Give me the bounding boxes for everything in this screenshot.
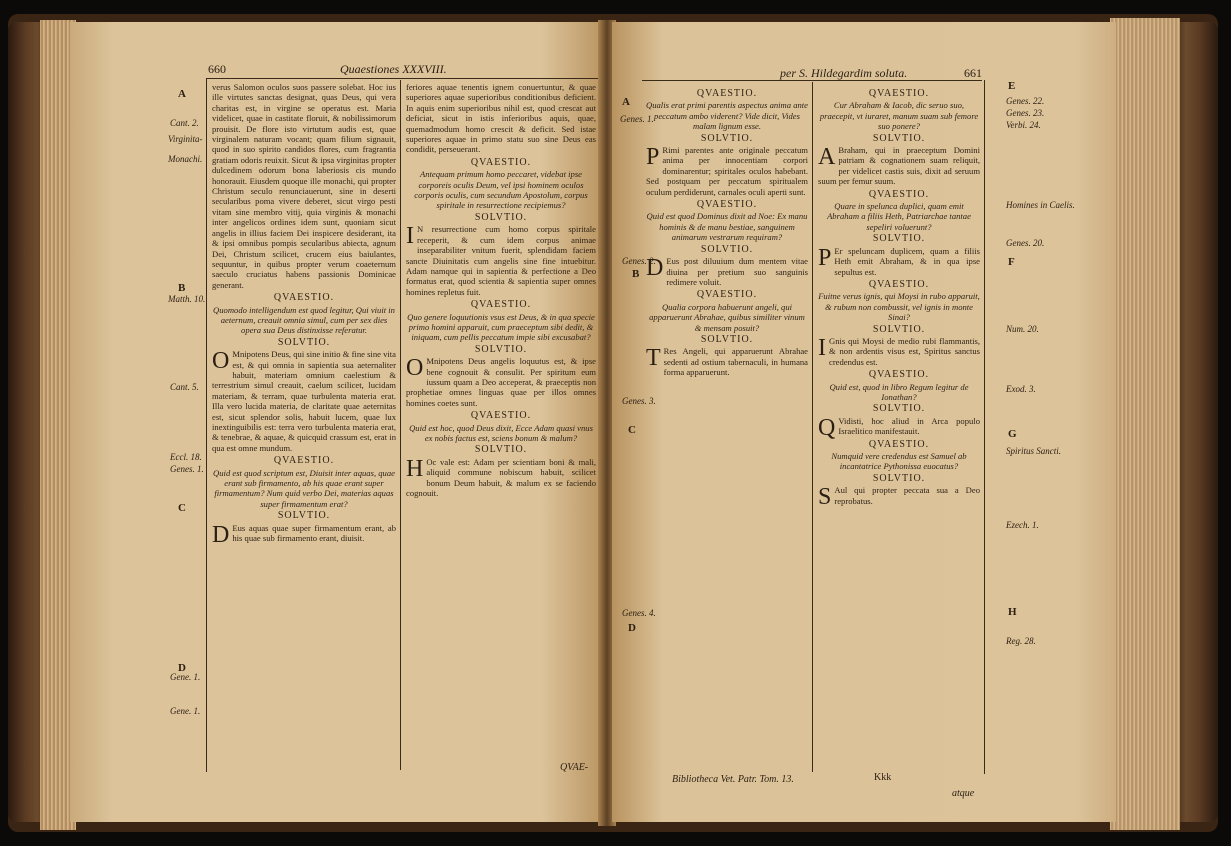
marginal-note: Virginita- [168, 134, 203, 144]
solution-heading: SOLVTIO. [872, 323, 926, 335]
drop-cap: H [406, 455, 424, 482]
margin-letter: B [178, 282, 186, 294]
solution-text: N resurrectione cum homo corpus spiritale receperit, & cum idem corpus animae inseparabiliter vnitum fuerit, splendidam faciem sancte Diuinitatis cum angelis sine fine intuebitur. Adam namque qui in sapientia & perfectione a Deo formatus erat, quod scientia & sapientia super omnes homines repletus fuit. [406, 224, 596, 297]
solution-text: Vidisti, hoc aliud in Arca populo Israelitico manifestauit. [838, 415, 980, 437]
solution-text: Eus aquas quae super firmamentum erant, ab his quae sub firmamento erant, diuisit. [232, 522, 396, 544]
signature-mark: Kkk [874, 772, 892, 783]
drop-cap: O [212, 348, 230, 375]
question-text: Qualis erat primi parentis aspectus anima ante peccatum ambo viderent? Vide dicit, Vides malam lignum esse. [646, 100, 808, 132]
drop-cap: P [646, 144, 660, 171]
solution-heading: SOLVTIO. [872, 132, 926, 144]
margin-letter: C [178, 502, 186, 514]
margin-letter: B [632, 268, 640, 280]
marginal-note: Genes. 2. [622, 256, 656, 266]
left-column-1 [212, 82, 396, 772]
left-column-divider [400, 80, 401, 770]
drop-cap: Q [818, 414, 836, 441]
drop-cap: A [818, 144, 836, 171]
solution-heading: SOLVTIO. [277, 510, 331, 522]
drop-cap: D [212, 521, 230, 548]
marginal-note: Eccl. 18. [170, 452, 202, 462]
question-text: Quid est quod scriptum est, Diuisit inter aquas, quae erant sub firmamento, ab his quae erant super firmamentum? Num quid verbo Dei, materias aquas super firmamentum erat? [213, 467, 395, 509]
question-heading: QVAESTIO. [868, 88, 930, 99]
question-heading: QVAESTIO. [470, 156, 532, 168]
marginal-note: Gene. 1. [170, 672, 201, 682]
question-text: Fuitne verus ignis, qui Moysi in rubo apparuit, & rubum non combussit, vel ignis in monte Sinai? [818, 291, 980, 323]
solution-text: Er speluncam duplicem, quam a filiis Heth emit Abraham, & in qua ipse sepultus est. [834, 245, 980, 277]
marginal-note: Num. 20. [1006, 324, 1039, 334]
marginal-note: Genes. 1. [620, 114, 654, 124]
marginal-note: Reg. 28. [1006, 636, 1036, 646]
footer-signature: Bibliotheca Vet. Patr. Tom. 13. [672, 774, 794, 785]
solution-heading: SOLVTIO. [700, 243, 754, 255]
body-text: feriores aquae tenentis ignem conuertuntur, & quae superiores aquae superioribus conditionibus deficient. In aquis enim superioribus nihil est, quod crescat aut deficiat, sicut in istis inferioribus aquis, quae, quemadmodum homo crescit & deficit. Sed istae superiores aquae in primo statu suo sine Deus eas condidit, perseuerant. [406, 82, 596, 155]
marginal-note: Monachi. [168, 154, 203, 164]
right-head-rule [642, 80, 982, 81]
margin-letter: D [628, 622, 636, 634]
drop-cap: I [818, 334, 826, 361]
left-column-2 [406, 82, 596, 762]
marginal-note: Homines in Caelis. [1006, 200, 1075, 210]
question-heading: QVAESTIO. [868, 369, 930, 381]
question-text: Numquid vere credendus est Samuel ab incantatrice Pythonissa euocatus? [831, 451, 967, 472]
left-running-head: Quaestiones XXXVIII. [340, 62, 447, 76]
marginal-note: Gene. 1. [170, 706, 201, 716]
question-text: Cur Abraham & Iacob, dic seruo suo, praecepit, vt iuraret, manum suam sub femore suo ponere? [819, 100, 979, 132]
marginal-note: Genes. 4. [622, 608, 656, 618]
right-column-2 [818, 86, 980, 776]
question-heading: QVAESTIO. [868, 278, 930, 290]
marginal-note: Matth. 10. [168, 294, 206, 304]
solution-text: Gnis qui Moysi de medio rubi flammantis, & non ardentis visus est, Spiritus sanctus credendus est. [829, 335, 980, 367]
margin-letter: H [1008, 606, 1017, 618]
question-text: Quid est quod Dominus dixit ad Noe: Ex manu hominis & de manu bestiae, sanguinem animarum vestrarum requiram? [646, 211, 808, 243]
marginal-note: Cant. 5. [170, 382, 199, 392]
question-text: Quid est hoc, quod Deus dixit, Ecce Adam quasi vnus ex nobis factus est, sciens bonum & malum? [409, 422, 593, 443]
question-heading: QVAESTIO. [696, 289, 758, 301]
solution-heading: SOLVTIO. [700, 132, 754, 144]
right-outer-rule [984, 80, 985, 774]
left-catchword: QVAE- [560, 762, 589, 773]
question-heading: QVAESTIO. [696, 88, 758, 99]
margin-letter: D [178, 662, 186, 674]
question-heading: QVAESTIO. [696, 199, 758, 211]
question-heading: QVAESTIO. [273, 455, 335, 467]
margin-letter: E [1008, 80, 1016, 92]
marginal-note: Genes. 3. [622, 396, 656, 406]
question-heading: QVAESTIO. [273, 292, 335, 304]
marginal-note: Genes. 20. [1006, 238, 1045, 248]
drop-cap: T [646, 345, 661, 372]
margin-letter: C [628, 424, 636, 436]
question-text: Quare in spelunca duplici, quam emit Abraham a filiis Heth, Patriarchae tantae sepeliri voluerunt? [827, 201, 971, 232]
left-page [70, 22, 606, 822]
drop-cap: O [406, 355, 424, 382]
solution-heading: SOLVTIO. [474, 444, 528, 456]
solution-text: Rimi parentes ante originale peccatum anima per innocentiam corpori dominarentur; spiritales oculos habebant. Sed postquam per peccatum spiritualem oculum perdiderunt, carnales oculi aperti sunt. [646, 145, 808, 197]
body-text: verus Salomon oculos suos passere solebat. Hoc ius ille virtutes sanctas designat, quas Deus, qui vera charitas est, in virgine se operatus est. Maria videlicet, quae in castitate floruit, & nobilissimorum prouisit. De flore isto virtutum audis est, quae virginalem naturam vocant; quam filium signauit, quod in suo spirito candidos flores, cum fragrantia gratiam odoris reuixit. Sicut & ipsa virginitas propter dulcedinem odorum bona laberiosis cis mundo honorauit. Eiusdem quoque ille monachi, qui propter Christum seculo renunciauerunt, sine in deserti secularibus poma vivere deberet, sicut virgo pesti vitam sine membro vitij, quia virginis & monachi inter angelicos ordines idem sunt, quoniam sicut angelis in illius faciem Dei inspicere desiderant, ita & ipsi omnibus pompis secularibus abiecta, agnum Dei, Christum scilicet, crucem eius baiulantes, sequuntur, in quibus propter verum coaeternum saeculo cruciatus habens passionis Dominicae generant. [212, 82, 396, 290]
solution-text: Braham, qui in praeceptum Domini patriam & cognationem suam reliquit, per videlicet castis suis, dixit ad seruum suum per femur suum. [818, 145, 980, 187]
marginal-note: Genes. 23. [1006, 108, 1045, 118]
right-column-divider [812, 82, 813, 772]
question-text: Quid est, quod in libro Regum legitur de Ionathan? [829, 381, 969, 402]
question-heading: QVAESTIO. [470, 299, 532, 311]
question-heading: QVAESTIO. [470, 410, 532, 422]
marginal-note: Spiritus Sancti. [1006, 446, 1062, 456]
solution-heading: SOLVTIO. [277, 336, 331, 348]
drop-cap: D [646, 255, 664, 282]
solution-heading: SOLVTIO. [700, 333, 754, 345]
right-running-head: per S. Hildegardim soluta. [780, 66, 908, 80]
right-catchword: atque [952, 788, 975, 799]
right-page-number: 661 [964, 66, 982, 80]
marginal-note: Ezech. 1. [1006, 520, 1039, 530]
left-page-number: 660 [208, 62, 226, 76]
question-heading: QVAESTIO. [868, 188, 930, 200]
right-page-stack [1110, 18, 1180, 830]
solution-text: Res Angeli, qui apparuerunt Abrahae sedenti ad ostium tabernaculi, in humana forma apparuerunt. [663, 346, 808, 378]
margin-letter: F [1008, 256, 1015, 268]
question-text: Antequam primum homo peccaret, videbat ipse corporeis oculis Deum, vel ipsi hominem oculos corporis oculis, cum secundum Apostolum, corpus spiritale in resurrectione recipiemus? [414, 169, 588, 211]
solution-text: Oc vale est: Adam per scientiam boni & mali, aliquid commune nobiscum habuit, scilicet bonum Deum habuit, & malum ex se faciendo cognouit. [406, 456, 596, 499]
solution-heading: SOLVTIO. [872, 403, 926, 415]
question-text: Quo genere loquutionis vsus est Deus, & in qua specie primo homini apparuit, cum praeceptum sibi dedit, & iniquam, cum pellis peccatum impie sibi excusabat? [407, 311, 595, 343]
question-text: Quomodo intelligendum est quod legitur, Qui viuit in aeternum, creauit omnia simul, cum per sex dies opera sua Deus distinxisse referatur. [213, 304, 395, 336]
margin-letter: A [622, 96, 630, 108]
marginal-note: Cant. 2. [170, 118, 199, 128]
solution-heading: SOLVTIO. [872, 233, 926, 245]
marginal-note: Verbi. 24. [1006, 120, 1041, 130]
question-heading: QVAESTIO. [868, 438, 930, 450]
marginal-note: Genes. 22. [1006, 96, 1045, 106]
margin-letter: G [1008, 428, 1017, 440]
solution-heading: SOLVTIO. [474, 211, 528, 223]
solution-heading: SOLVTIO. [872, 472, 926, 484]
margin-letter: A [178, 88, 186, 100]
marginal-note: Genes. 1. [170, 464, 204, 474]
question-text: Qualia corpora habuerunt angeli, qui apparuerunt Abrahae, quibus similiter vinum & mensam posuit? [649, 301, 805, 333]
right-page [612, 22, 1116, 822]
marginal-note: Exod. 3. [1006, 384, 1036, 394]
drop-cap: P [818, 244, 832, 271]
drop-cap: S [818, 484, 832, 511]
left-head-rule [206, 78, 598, 79]
left-outer-rule [206, 78, 207, 772]
solution-heading: SOLVTIO. [474, 343, 528, 355]
drop-cap: I [406, 223, 414, 250]
right-column-1 [646, 86, 808, 776]
solution-text: Eus post diluuium dum mentem vitae diuina per pretium suo sanguinis redimere voluit. [666, 256, 808, 287]
solution-text: Aul qui propter peccata sua a Deo reprobatus. [834, 485, 980, 506]
solution-text: Mnipotens Deus angelis loquutus est, & ipse bene cognouit & consulit. Per spiritum eum iussum quam a Deo acceperat, & praeceptis non prophetiae omnes linguas quae per illos omnes homines coetes sunt. [406, 356, 596, 408]
solution-text: Mnipotens Deus, qui sine initio & fine sine vita est, & qui omnia in sapientia sua aeternaliter habuit, materiam omnium caelestium & terrestrium simul creauit, caelum scilicet, lucidam materiam, & terram, quae turbulenta materia erat. Illa vero lucida materia, de claritate quae aeternitas est, sicut splendor solis, habuit lucem, quae lux inextinguibilis est: terra vero turbulenta materia erat, & tenebrae, & aquae, & quicquid crassum est, erat in qua est omne mundum. [212, 349, 396, 453]
